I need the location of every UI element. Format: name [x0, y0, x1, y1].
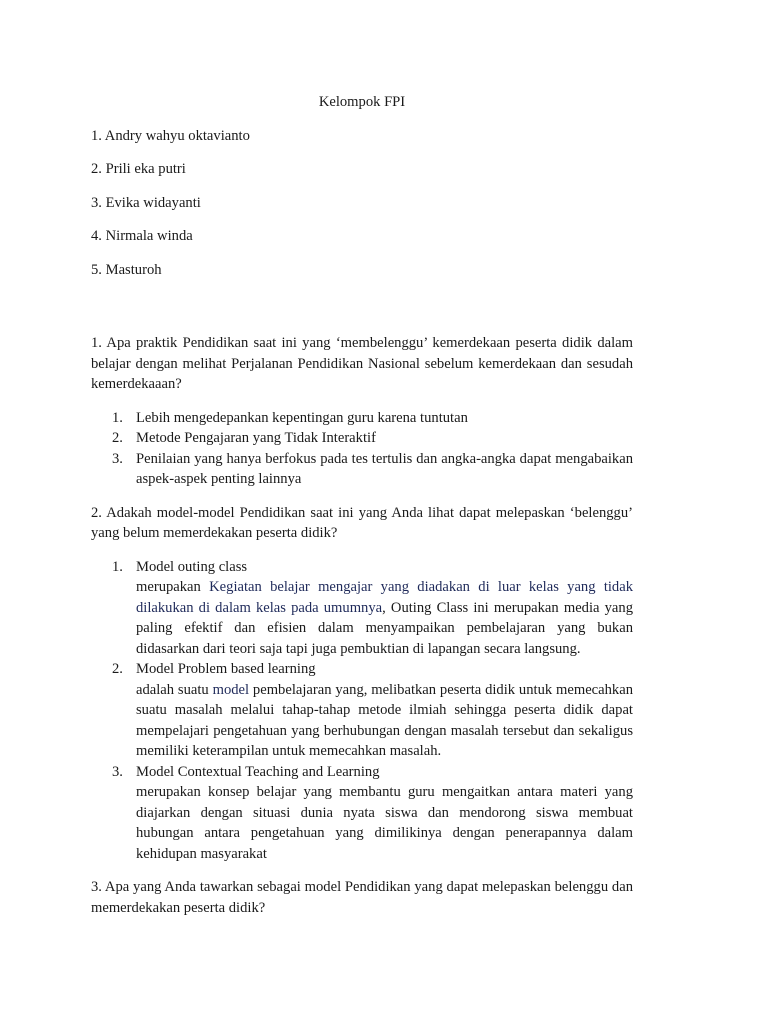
answer-item: [91, 408, 633, 429]
question-2: 2. Adakah model-model Pendidikan saat ini yang Anda lihat dapat melepaskan ‘belenggu’ yang belum memerdekakan peserta didik?: [91, 504, 633, 541]
answer-item: [91, 449, 633, 490]
member-list: [91, 126, 633, 281]
question-3: 3. Apa yang Anda tawarkan sebagai model Pendidikan yang dapat melepaskan belenggu dan memerdekakan peserta didik?: [91, 879, 633, 916]
model-number: 3.: [112, 763, 123, 780]
model-heading: Model Contextual Teaching and Learning: [136, 763, 380, 780]
model-item: [91, 762, 633, 865]
section-spacer: [91, 293, 633, 333]
description-prefix: adalah suatu: [136, 681, 213, 698]
question-2-answers: [91, 557, 633, 865]
model-heading: Model Problem based learning: [136, 661, 316, 677]
member-item: 4. Nirmala winda: [91, 228, 193, 244]
answer-number: 1.: [112, 409, 123, 426]
document-page: [91, 92, 633, 931]
member-item: 5. Masturoh: [91, 261, 162, 278]
answer-number: 2.: [112, 430, 123, 446]
answer-item: [91, 428, 633, 449]
member-item: 1. Andry wahyu oktavianto: [91, 127, 250, 144]
answer-text: Penilaian yang hanya berfokus pada tes tertulis dan angka-angka dapat mengabaikan aspek-aspek penting lainnya: [136, 450, 633, 487]
answer-text: Lebih mengedepankan kepentingan guru karena tuntutan: [136, 409, 468, 426]
member-item: 2. Prili eka putri: [91, 161, 186, 177]
question-1-answers: [91, 408, 633, 490]
model-description: [136, 782, 633, 864]
model-heading: Model outing class: [136, 558, 248, 575]
description-suffix: pembelajaran yang, melibatkan peserta didik untuk memecahkan suatu masalah melalui tahap-tahap metode ilmiah sehingga peserta didik dapat mempelajari pengetahuan yang berhubungan dengan masalah tersebut dan sekaligus memiliki keterampilan untuk memecahkan masalah.: [136, 681, 634, 759]
model-number: 2.: [112, 661, 123, 677]
description-highlight: Kegiatan belajar mengajar yang diadakan di luar kelas yang tidak dilakukan di dalam kelas pada umumnya: [136, 579, 633, 616]
description-suffix: , Outing Class ini merupakan media yang paling efektif dan efisien dalam menyampaikan pembelajaran yang bukan didasarkan dari teori saja tapi juga pembuktian di lapangan secara langsung.: [136, 599, 633, 657]
question-1: 1. Apa praktik Pendidikan saat ini yang ‘membelenggu’ kemerdekaan peserta didik dalam belajar dengan melihat Perjalanan Pendidikan Nasional sebelum kemerdekaan dan sesudah kemerdekaaan?: [91, 335, 633, 392]
description-highlight: model: [212, 681, 250, 698]
answer-number: 3.: [112, 450, 123, 467]
description-prefix: merupakan: [136, 579, 210, 595]
model-number: 1.: [112, 558, 123, 575]
member-item: 3. Evika widayanti: [91, 194, 201, 211]
answer-text: Metode Pengajaran yang Tidak Interaktif: [136, 430, 376, 446]
model-item: [91, 659, 633, 762]
model-description: [136, 577, 633, 659]
document-title: Kelompok FPI: [318, 94, 406, 110]
model-description: [136, 680, 633, 762]
model-item: [91, 557, 633, 660]
description-prefix: merupakan konsep belajar yang membantu guru mengaitkan antara materi yang diajarkan dengan situasi dunia nyata siswa dan mendorong siswa membuat hubungan antara pengetahuan yang dimilikinya dengan penerapannya dalam kehidupan masyarakat: [136, 784, 633, 862]
